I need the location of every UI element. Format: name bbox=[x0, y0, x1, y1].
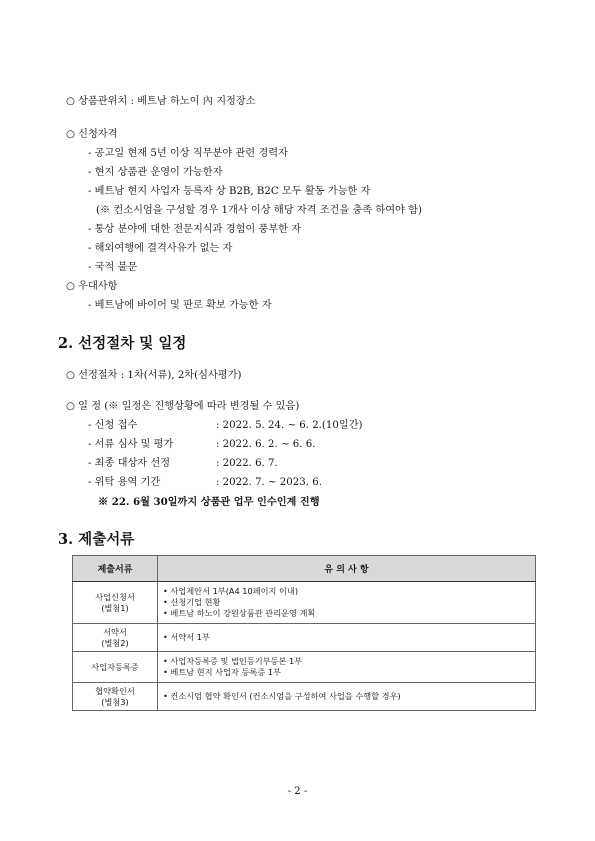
table-row bbox=[73, 624, 536, 652]
column-header-documents: 제출서류 bbox=[73, 556, 158, 582]
document-notes bbox=[158, 652, 536, 683]
document-attachment: (별첨1) bbox=[101, 602, 129, 613]
schedule-label: - 서류 심사 및 평가 bbox=[88, 439, 174, 450]
preference-item: - 베트남에 바이어 및 판로 확보 가능한 자 bbox=[88, 300, 272, 311]
table-row bbox=[73, 683, 536, 711]
document-name bbox=[73, 624, 158, 652]
schedule-value: : 2022. 6. 2. ~ 6. 6. bbox=[216, 439, 316, 450]
qualification-item: - 통상 분야에 대한 전문지식과 경험이 풍부한 자 bbox=[88, 224, 302, 235]
section-3-title: 3. 제출서류 bbox=[58, 531, 135, 548]
schedule-header: ○ 일 정 (※ 일정은 진행상황에 따라 변경될 수 있음) bbox=[66, 401, 300, 412]
preference-header: ○ 우대사항 bbox=[66, 281, 118, 292]
document-title: 서약서 bbox=[103, 627, 127, 637]
note-item: • 컨소시엄 협약 확인서 (컨소시엄을 구성하여 사업을 수행할 경우) bbox=[163, 691, 401, 702]
schedule-value: : 2022. 6. 7. bbox=[216, 458, 278, 469]
selection-procedure: ○ 선정절차 : 1차(서류), 2차(심사평가) bbox=[66, 370, 242, 381]
column-header-notes: 유 의 사 항 bbox=[158, 556, 536, 582]
document-name bbox=[73, 652, 158, 683]
qualification-item: - 베트남 현지 사업자 등록자 상 B2B, B2C 모두 활동 가능한 자 bbox=[88, 186, 371, 197]
document-attachment: (별첨2) bbox=[101, 637, 129, 648]
note-item: • 서약서 1부 bbox=[163, 632, 210, 643]
submission-documents-table bbox=[72, 555, 536, 711]
document-attachment: (별첨3) bbox=[101, 696, 129, 707]
location-line: ○ 상품관위치 : 베트남 하노이 內 지정장소 bbox=[66, 96, 256, 107]
schedule-value: : 2022. 7. ~ 2023. 6. bbox=[216, 477, 322, 488]
document-name bbox=[73, 683, 158, 711]
document-notes bbox=[158, 582, 536, 624]
document-title: 사업신청서 bbox=[95, 592, 135, 602]
schedule-value: : 2022. 5. 24. ~ 6. 2.(10일간) bbox=[216, 420, 363, 431]
page-number: - 2 - bbox=[287, 786, 308, 797]
section-2-title: 2. 선정절차 및 일정 bbox=[58, 335, 187, 352]
note-item: • 베트남 현지 사업자 등록증 1부 bbox=[163, 667, 281, 677]
qualification-item: - 공고일 현재 5년 이상 직무분야 관련 경력자 bbox=[88, 148, 288, 159]
schedule-label: - 신청 접수 bbox=[88, 420, 138, 431]
qualification-item: - 현지 상품관 운영이 가능한자 bbox=[88, 167, 223, 178]
document-title: 사업자등록증 bbox=[91, 661, 139, 672]
qualification-note: (※ 컨소시엄을 구성할 경우 1개사 이상 해당 자격 조건을 충족 하여야 함) bbox=[96, 205, 422, 216]
note-item: • 사업제안서 1부(A4 10페이지 이내) bbox=[163, 586, 299, 597]
qualification-item: - 해외여행에 결격사유가 없는 자 bbox=[88, 243, 233, 254]
note-item: • 베트남 하노이 강원상품관 관리운영 계획 bbox=[163, 607, 316, 618]
schedule-label: - 위탁 용역 기간 bbox=[88, 477, 161, 488]
schedule-label: - 최종 대상자 선정 bbox=[88, 458, 171, 469]
table-row bbox=[73, 652, 536, 683]
document-title: 협약확인서 bbox=[95, 686, 135, 696]
document-name bbox=[73, 582, 158, 624]
document-notes bbox=[158, 683, 536, 711]
table-header-row bbox=[73, 556, 536, 582]
qualifications-header: ○ 신청자격 bbox=[66, 129, 118, 140]
handover-note: ※ 22. 6월 30일까지 상품관 업무 인수인계 진행 bbox=[98, 496, 320, 508]
note-item: • 사업자등록증 및 법인등기부등본 1부 bbox=[163, 656, 303, 667]
note-item: • 신청기업 현황 bbox=[163, 597, 221, 608]
document-notes bbox=[158, 624, 536, 652]
table-row bbox=[73, 582, 536, 624]
qualification-item: - 국적 불문 bbox=[88, 262, 138, 273]
